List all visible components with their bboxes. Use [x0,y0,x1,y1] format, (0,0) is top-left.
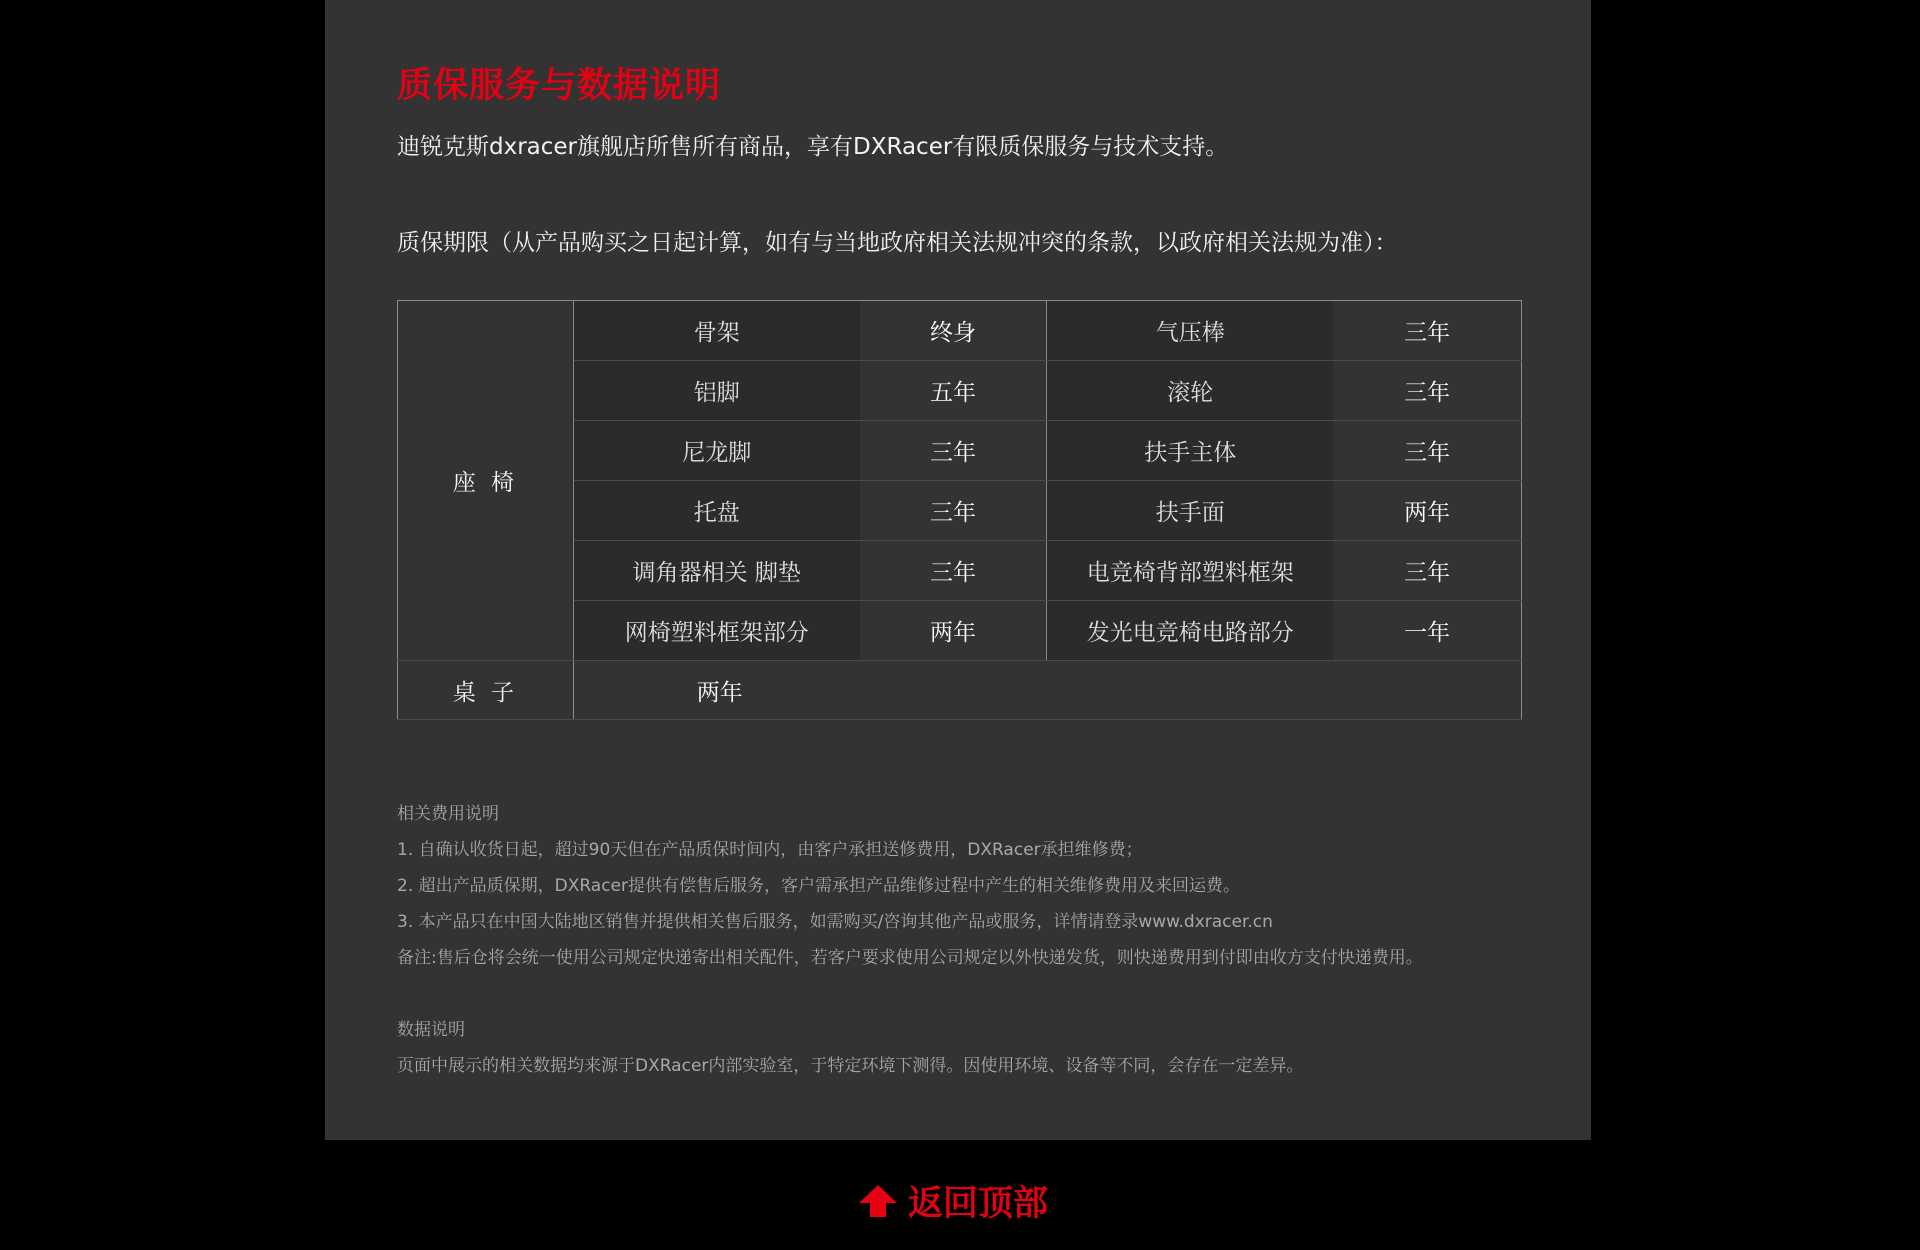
fees-heading: 相关费用说明 [397,804,499,824]
part-name: 扶手面 [1047,481,1333,541]
desk-category-label: 桌 子 [398,661,574,720]
data-note-text: 页面中展示的相关数据均来源于DXRacer内部实验室，于特定环境下测得。因使用环境、设备等不同，会存在一定差异。 [397,1056,1304,1076]
fee-item: 3. 本产品只在中国大陆地区销售并提供相关售后服务，如需购买/咨询其他产品或服务，详情请登录www.dxracer.cn [397,912,1273,932]
warranty-term: 三年 [1333,421,1521,481]
back-to-top-button[interactable] [858,1176,1048,1226]
spacer [397,976,1537,1012]
fee-item: 2. 超出产品质保期，DXRacer提供有偿售后服务，客户需承担产品维修过程中产生的相关维修费用及来回运费。 [397,876,1241,896]
part-name: 扶手主体 [1047,421,1333,481]
part-name: 托盘 [573,481,859,541]
part-name: 骨架 [573,301,859,361]
part-name: 网椅塑料框架部分 [573,601,859,661]
warranty-term: 两年 [860,601,1047,661]
table-row [398,301,1522,361]
warranty-term: 三年 [1333,361,1521,421]
notes-section [397,796,1537,1084]
desk-warranty-term: 两年 [573,661,1521,720]
warranty-term: 三年 [860,481,1047,541]
table-row-desk [398,661,1522,720]
fee-item: 备注:售后仓将会统一使用公司规定快递寄出相关配件，若客户要求使用公司规定以外快递发货，则快递费用到付即由收方支付快递费用。 [397,948,1423,968]
arrow-up-icon [858,1184,898,1218]
warranty-term: 三年 [860,541,1047,601]
part-name: 铝脚 [573,361,859,421]
part-name: 气压棒 [1047,301,1333,361]
warranty-term: 终身 [860,301,1047,361]
warranty-panel [325,0,1591,1140]
part-name: 滚轮 [1047,361,1333,421]
warranty-term: 一年 [1333,601,1521,661]
warranty-term: 三年 [1333,301,1521,361]
part-name: 电竞椅背部塑料框架 [1047,541,1333,601]
data-note-heading: 数据说明 [397,1020,465,1040]
intro-text: 迪锐克斯dxracer旗舰店所售所有商品，享有DXRacer有限质保服务与技术支持。 [397,134,1229,160]
warranty-table [397,300,1522,720]
warranty-term: 两年 [1333,481,1521,541]
warranty-term: 三年 [860,421,1047,481]
part-name: 尼龙脚 [573,421,859,481]
warranty-term: 五年 [860,361,1047,421]
chair-category-label: 座 椅 [398,301,574,661]
page-title: 质保服务与数据说明 [397,66,722,106]
warranty-term: 三年 [1333,541,1521,601]
back-to-top-label: 返回顶部 [908,1184,1049,1224]
part-name: 发光电竞椅电路部分 [1047,601,1333,661]
fee-item: 1. 自确认收货日起，超过90天但在产品质保时间内，由客户承担送修费用，DXRacer承担维修费； [397,840,1143,860]
part-name: 调角器相关 脚垫 [573,541,859,601]
warranty-period-heading: 质保期限（从产品购买之日起计算，如有与当地政府相关法规冲突的条款，以政府相关法规为准）： [397,230,1398,256]
